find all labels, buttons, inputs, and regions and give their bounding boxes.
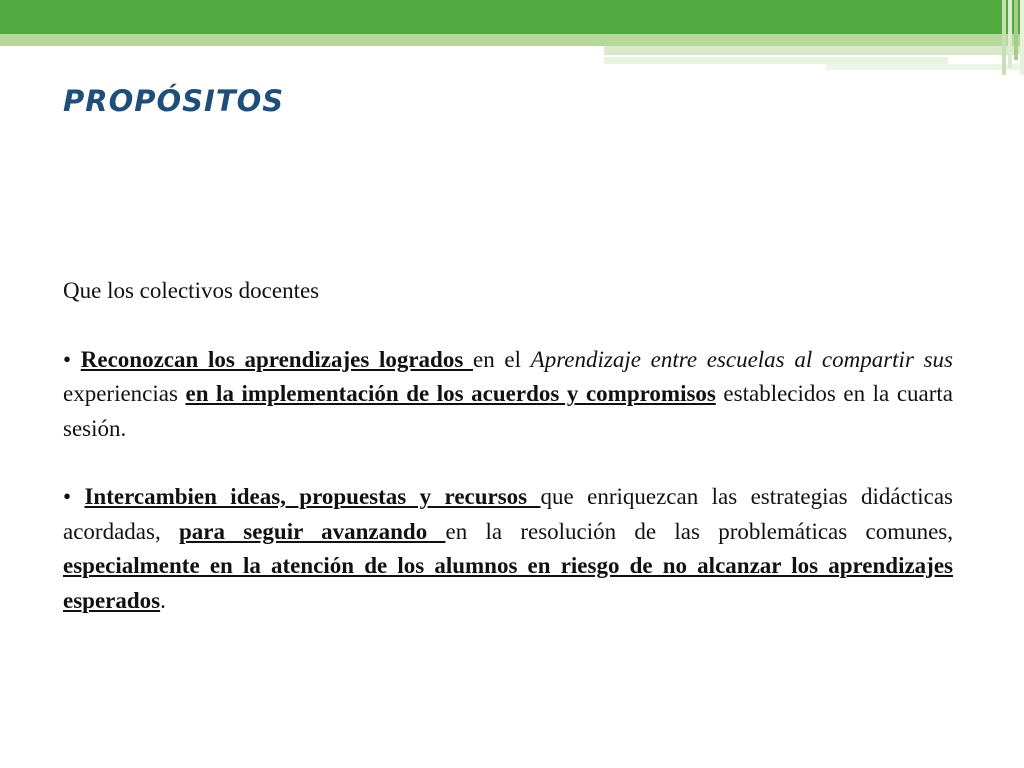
bullet-text: establecidos en la cuarta sesión. xyxy=(63,381,954,441)
bullet-marker: • xyxy=(63,484,85,509)
bullet-italic: Aprendizaje entre escuelas al compartir sus xyxy=(530,346,953,372)
bullet-text: experiencias xyxy=(63,381,186,406)
bullet-emphasis: Intercambien ideas, propuestas y recursos xyxy=(84,484,541,509)
slide-body xyxy=(63,274,953,618)
header-accent-line xyxy=(604,57,948,64)
bullet-text: . xyxy=(160,587,166,613)
bullet-text: en el xyxy=(472,346,531,372)
bullet-item xyxy=(63,343,953,447)
header-accent-line xyxy=(604,46,1024,55)
bullet-text: que enriquezcan las estrategias didácticas acordadas, xyxy=(63,484,953,544)
header-band xyxy=(0,0,1024,34)
bullet-emphasis: en la implementación de los acuerdos y compromisos xyxy=(185,381,716,406)
intro-text: Que los colectivos docentes xyxy=(63,278,320,303)
bullet-emphasis: especialmente en la atención de los alumnos en riesgo de no alcanzar los aprendizajes esperados xyxy=(63,553,953,613)
bullet-emphasis: Reconozcan los aprendizajes logrados xyxy=(80,346,473,372)
bullet-item xyxy=(63,480,953,618)
bullet-text: en la resolución de las problemáticas comunes, xyxy=(445,518,953,544)
bullet-marker: • xyxy=(63,346,81,372)
slide-title: PROPÓSITOS xyxy=(63,84,285,118)
bullet-emphasis: para seguir avanzando xyxy=(178,518,446,544)
header-stripes xyxy=(994,0,1024,75)
header-band-light xyxy=(0,34,1024,46)
